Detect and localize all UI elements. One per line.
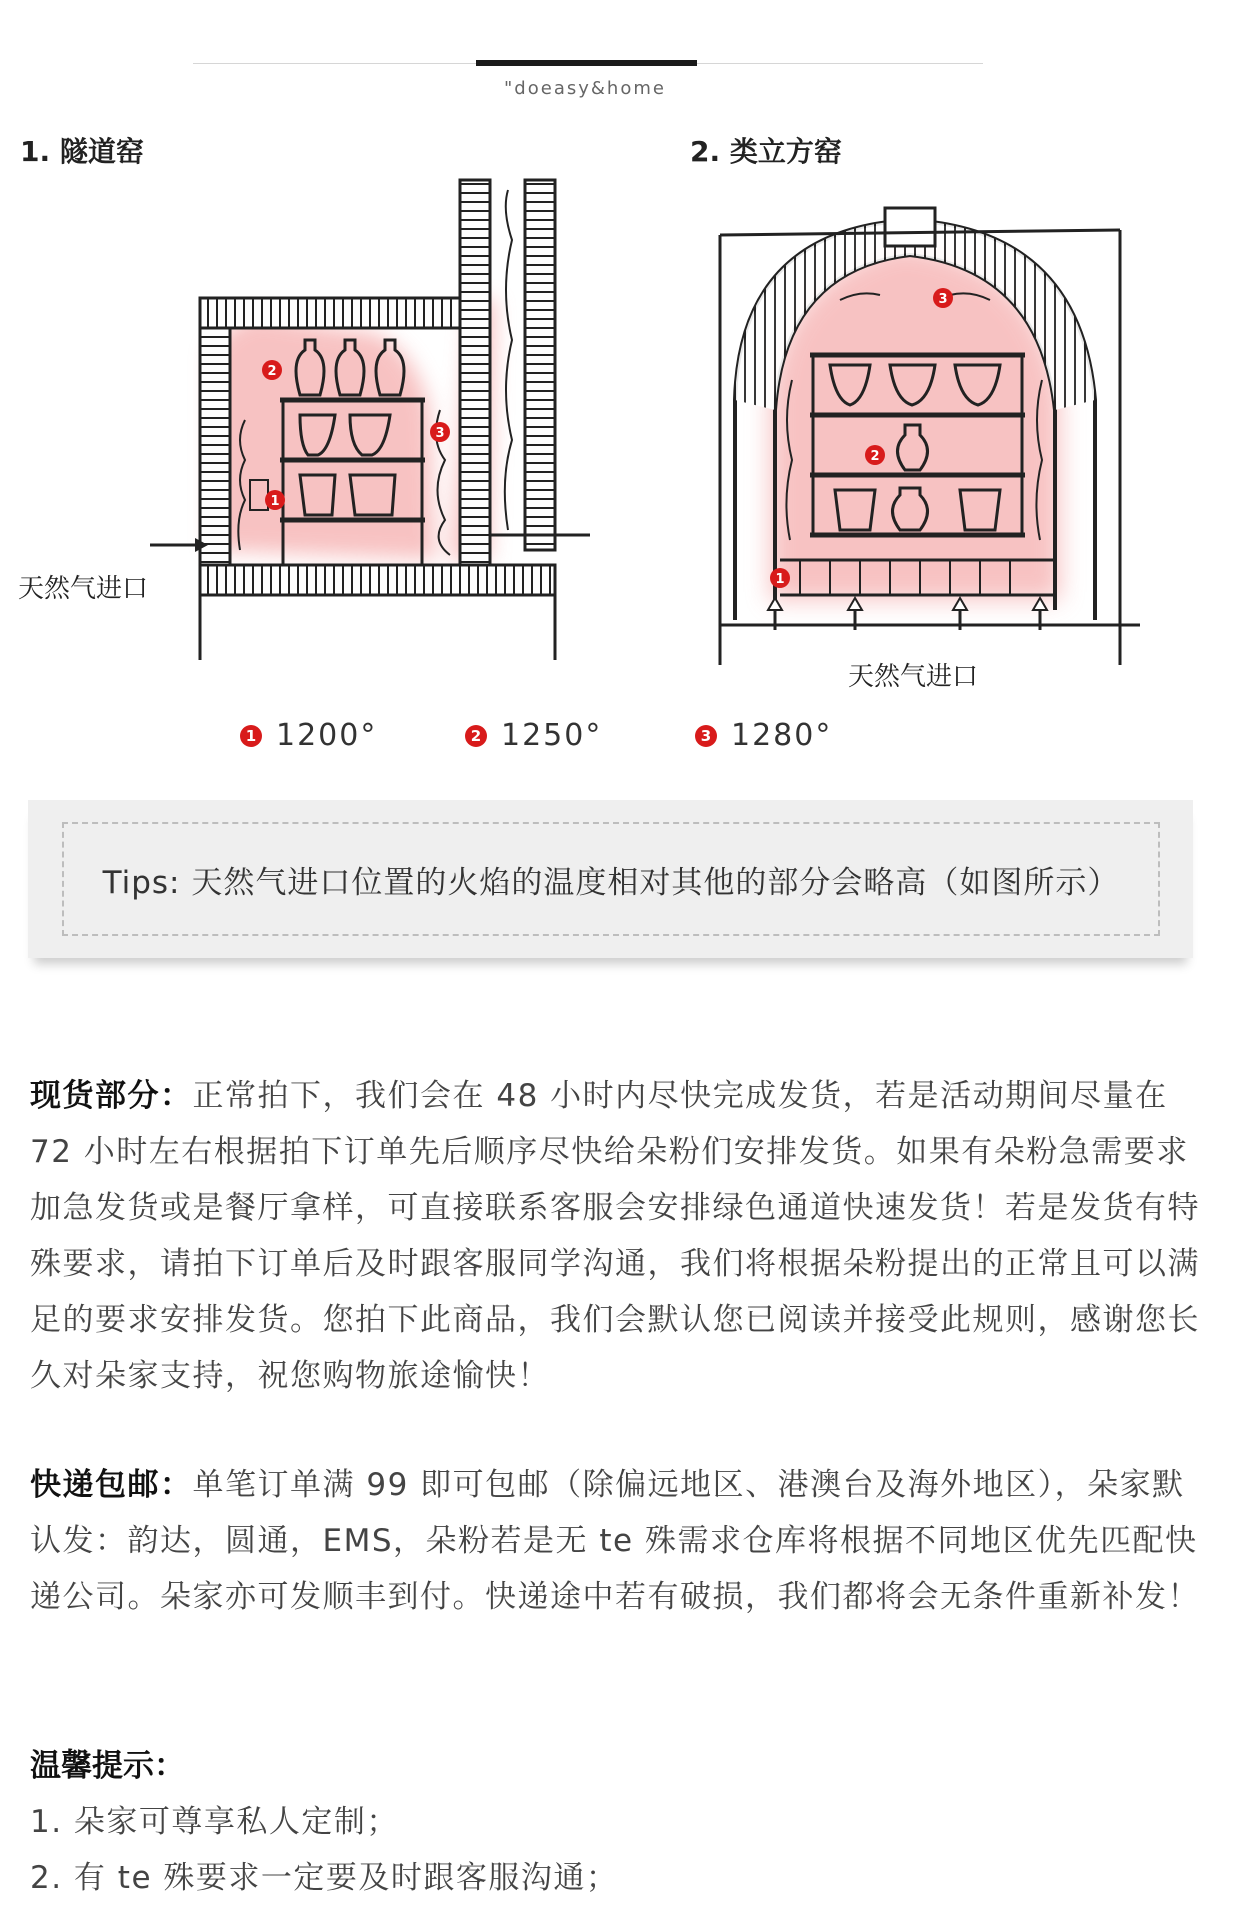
tips-text: Tips: 天然气进口位置的火焰的温度相对其他的部分会略高（如图所示） — [102, 864, 1120, 901]
stock-label: 现货部分： — [30, 1078, 193, 1114]
hints-title: 温馨提示： — [30, 1748, 185, 1784]
tips-box — [28, 800, 1193, 958]
svg-text:3: 3 — [938, 292, 948, 307]
stock-text: 正常拍下，我们会在 48 小时内尽快完成发货，若是活动期间尽量在 72 小时左右根据拍下订单先后顺序尽快给朵粉们安排发货。如果有朵粉急需要求加急发货或是餐厅拿样，可直接联系客服会安排绿色通道快速发货！若是发货有特殊要求，请拍下订单后及时跟客服同学沟通，我们将根据朵粉提出的正常且可以满足的要求安排发货。您拍下此商品，我们会默认您已阅读并接受此规则，感谢您长久对朵家支持，祝您购物旅途愉快！ — [30, 1078, 1200, 1394]
hint-item-2: 2. 有 te 殊要求一定要及时跟客服沟通； — [30, 1860, 619, 1896]
legend-item-1 — [240, 718, 377, 753]
svg-text:2: 2 — [870, 449, 880, 464]
tips-dashed-border — [62, 822, 1160, 936]
svg-text:1: 1 — [270, 494, 280, 509]
svg-text:1: 1 — [775, 572, 785, 587]
kiln-1-gas-inlet-label: 天然气进口 — [18, 574, 149, 604]
shipping-text: 单笔订单满 99 即可包邮（除偏远地区、港澳台及海外地区），朵家默认发：韵达，圆通，EMS，朵粉若是无 te 殊需求仓库将根据不同地区优先匹配快递公司。朵家亦可发顺丰到付。快递途中若有破损，我们都将会无条件重新补发！ — [30, 1467, 1200, 1615]
temperature-legend — [240, 718, 860, 758]
svg-text:2: 2 — [267, 364, 277, 379]
stock-section — [30, 1068, 1200, 1404]
legend-marker-2: 2 — [465, 725, 487, 747]
tunnel-kiln-diagram — [150, 180, 620, 670]
kiln-1-title: 1. 隧道窑 — [20, 135, 144, 168]
legend-temp-1: 1200° — [276, 718, 378, 753]
shipping-label: 快递包邮： — [30, 1467, 193, 1503]
legend-marker-1: 1 — [240, 725, 262, 747]
brand-name: "doeasy&home — [504, 78, 666, 99]
cube-kiln-diagram — [720, 200, 1160, 670]
legend-marker-3: 3 — [695, 725, 717, 747]
kiln-2-gas-inlet-label: 天然气进口 — [848, 662, 979, 692]
legend-item-3 — [695, 718, 832, 753]
kiln-2-title: 2. 类立方窑 — [690, 135, 842, 168]
shipping-section — [30, 1457, 1200, 1625]
legend-temp-2: 1250° — [501, 718, 603, 753]
legend-temp-3: 1280° — [731, 718, 833, 753]
header-accent-bar — [476, 60, 697, 66]
legend-item-2 — [465, 718, 602, 753]
svg-text:3: 3 — [435, 426, 445, 441]
hint-item-1: 1. 朵家可尊享私人定制； — [30, 1804, 399, 1840]
